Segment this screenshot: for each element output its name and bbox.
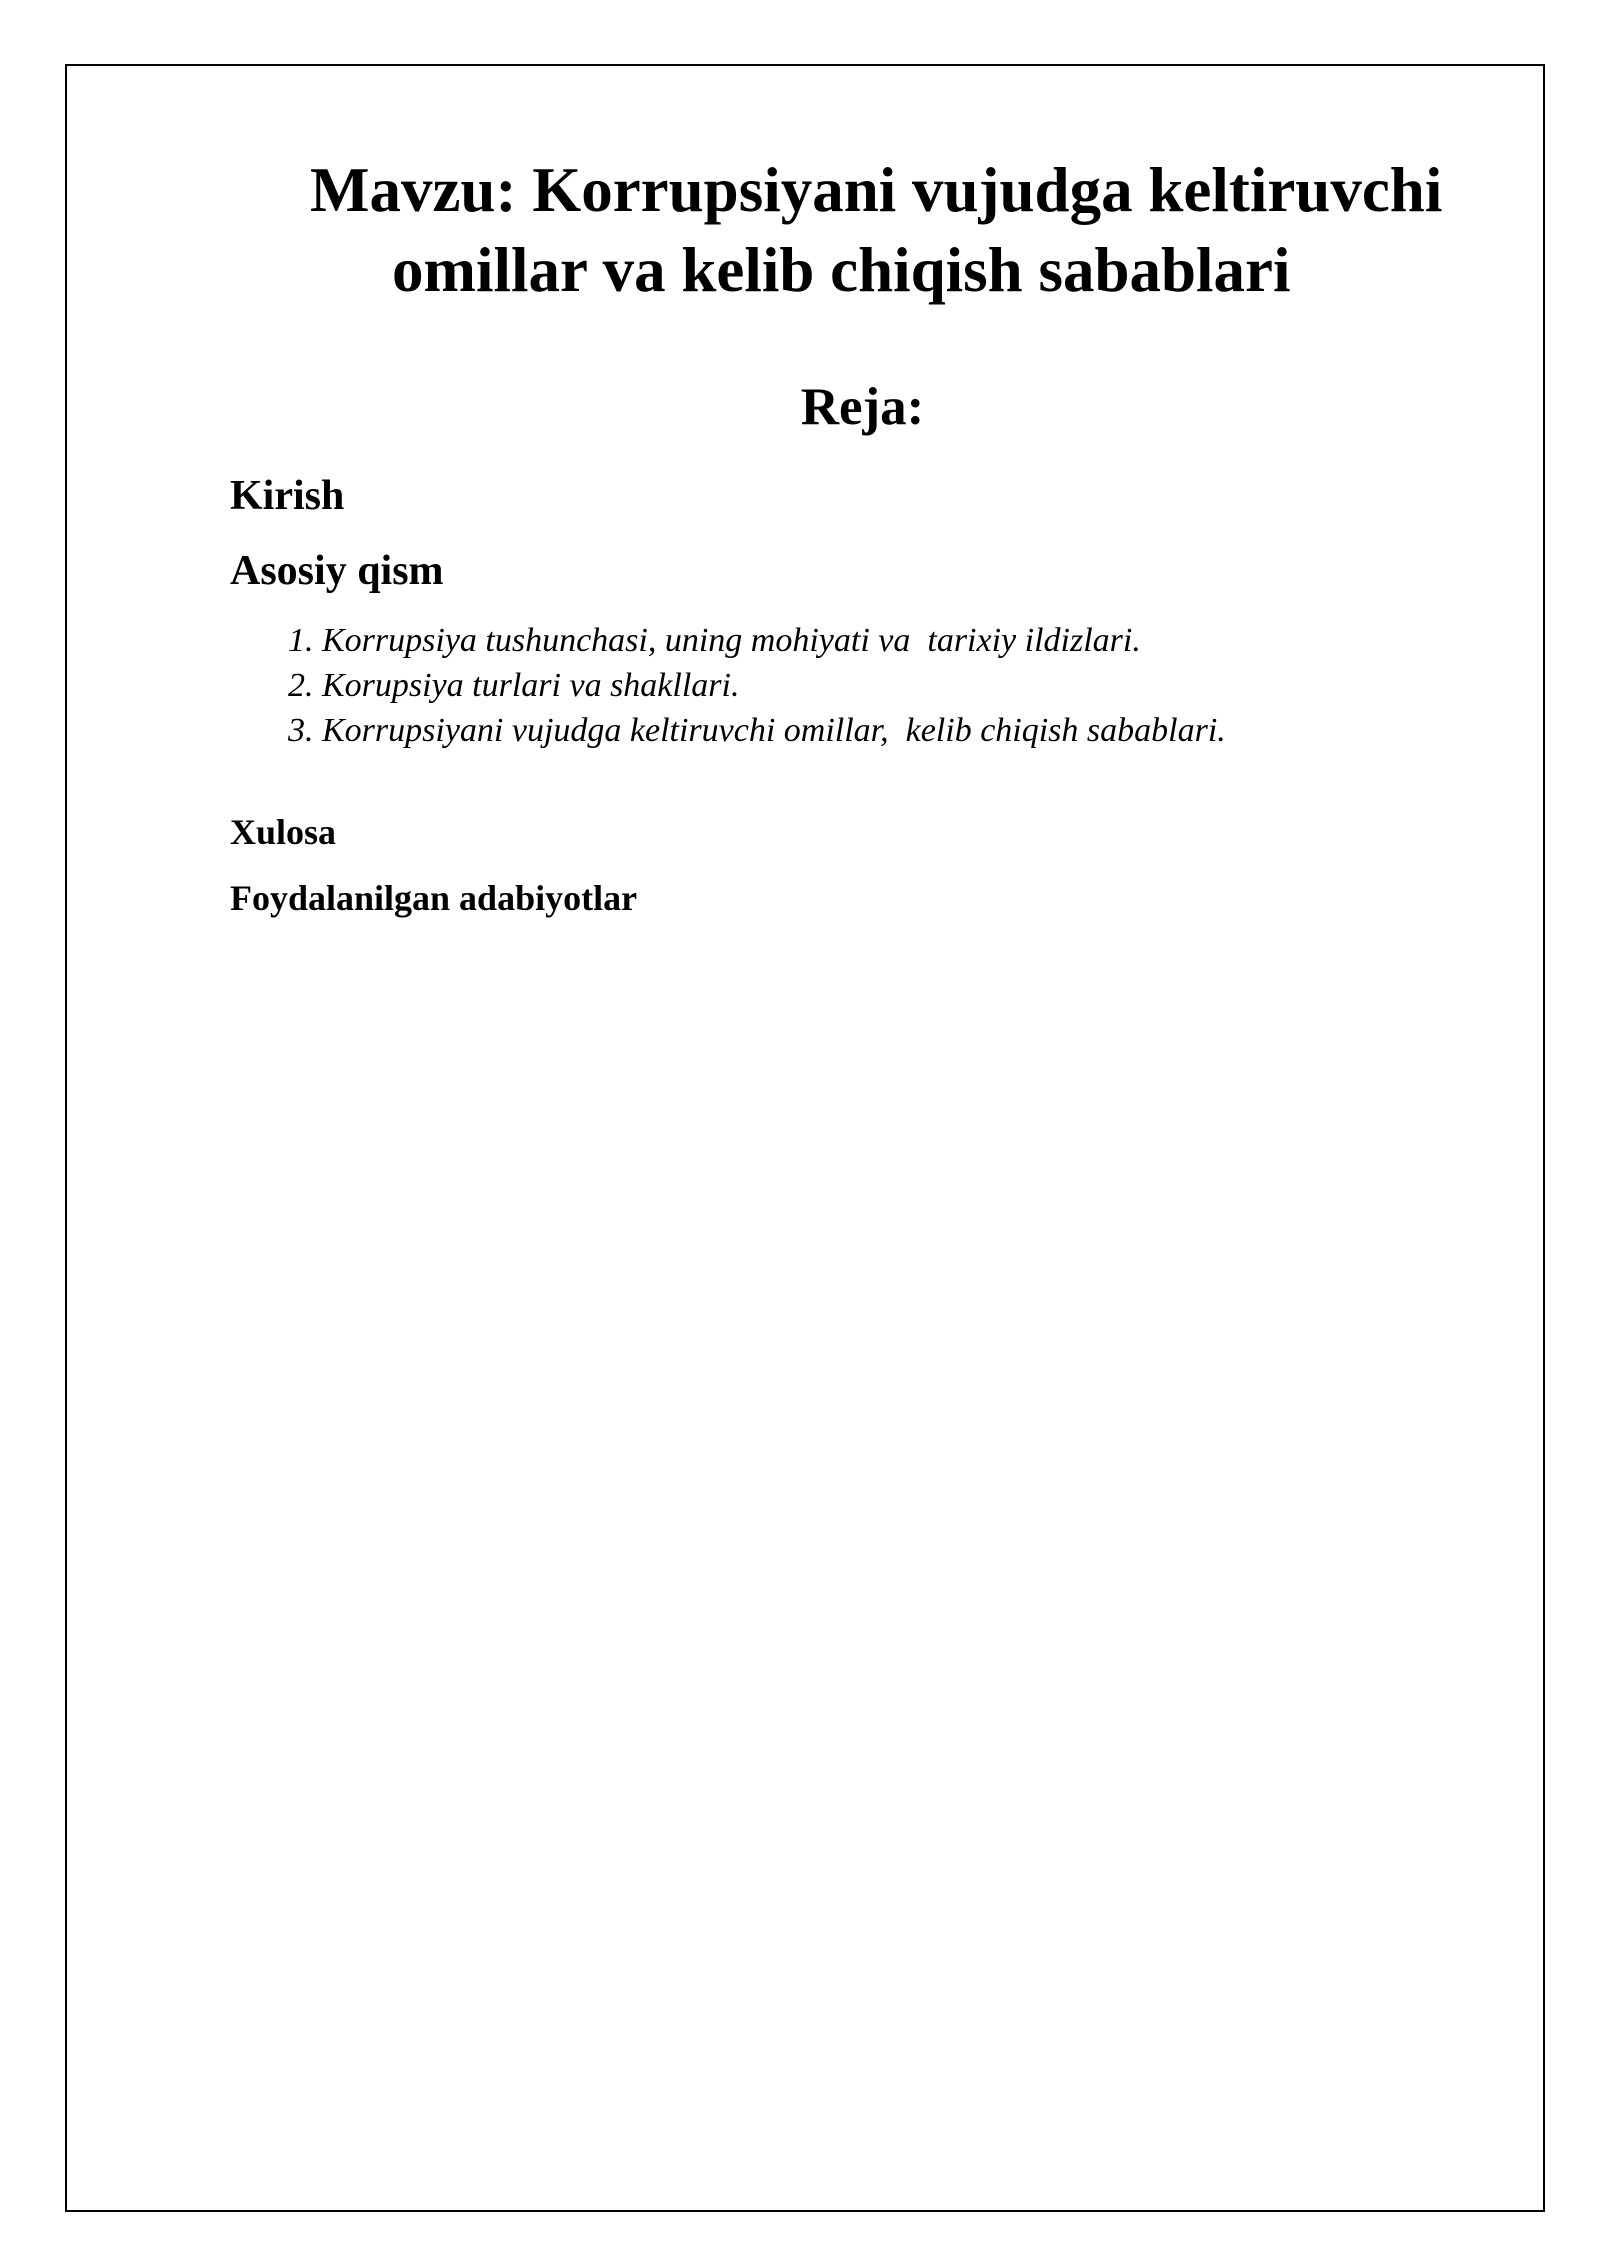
section-conclusion: Xulosa	[230, 812, 337, 852]
title-line-1: Mavzu: Korrupsiyani vujudga keltiruvchi	[310, 155, 1443, 225]
plan-item-2: 2. Korupsiya turlari va shakllari.	[288, 667, 740, 704]
section-references: Foydalanilgan adabiyotlar	[230, 878, 638, 918]
section-intro: Kirish	[230, 473, 345, 519]
plan-item-1: 1. Korrupsiya tushunchasi, uning mohiyati va tarixiy ildizlari.	[288, 622, 1141, 659]
title-line-2: omillar va kelib chiqish sabablari	[392, 235, 1291, 305]
plan-list	[230, 618, 1226, 753]
plan-heading: Reja:	[800, 378, 925, 436]
section-main-part: Asosiy qism	[230, 548, 444, 594]
document-title	[300, 150, 1500, 310]
plan-item-3: 3. Korrupsiyani vujudga keltiruvchi omillar, kelib chiqish sabablari.	[288, 712, 1226, 749]
